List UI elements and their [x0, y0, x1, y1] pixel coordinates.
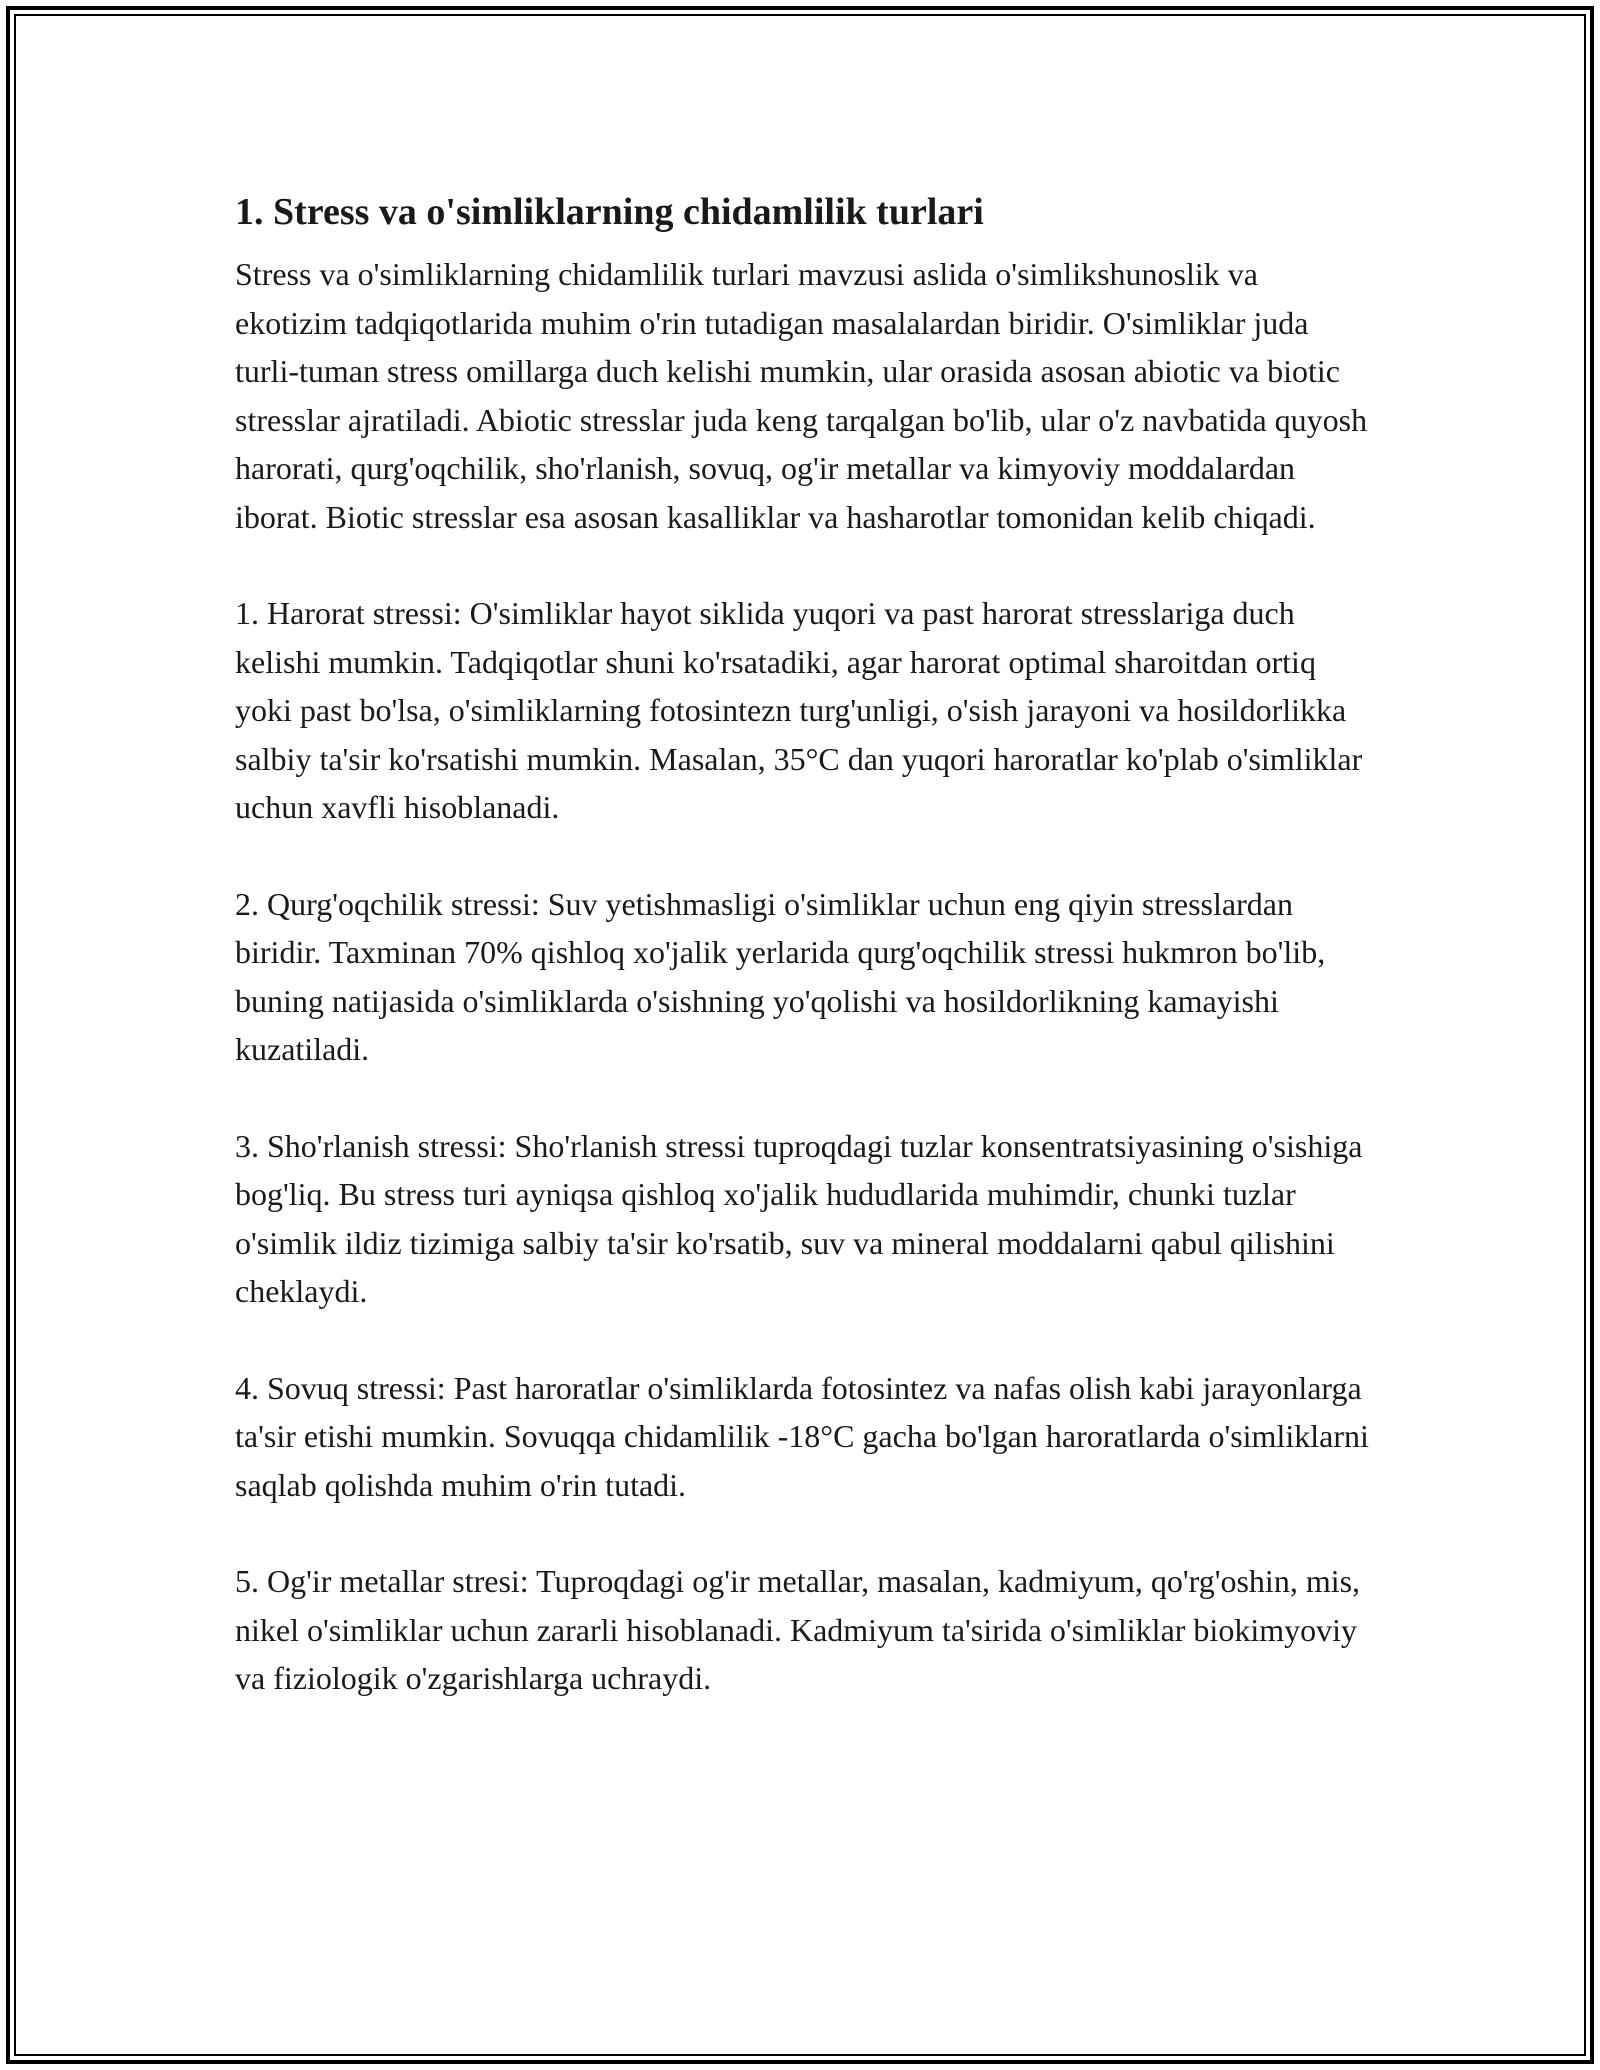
paragraph-heavy-metal-stress: 5. Og'ir metallar stresi: Tuproqdagi og'ir metallar, masalan, kadmiyum, qo'rg'oshin, mis, nikel o'simliklar uchun zararli hisoblanadi. Kadmiyum ta'sirida o'simliklar biokimyoviy va fiziologik o'zgarishlarga uchraydi. — [235, 1563, 1361, 1696]
document-title: 1. Stress va o'simliklarning chidamlilik turlari — [235, 191, 984, 233]
paragraph-cold-stress: 4. Sovuq stressi: Past haroratlar o'simliklarda fotosintez va nafas olish kabi jarayonlarga ta'sir etishi mumkin. Sovuqqa chidamlilik -18°C gacha bo'lgan haroratlarda o'simliklarni saqlab qolishda muhim o'rin tutadi. — [235, 1369, 1369, 1503]
paragraph-salinity-stress: 3. Sho'rlanish stressi: Sho'rlanish stressi tuproqdagi tuzlar konsentratsiyasining o'sishiga bog'liq. Bu stress turi ayniqsa qishloq xo'jalik hududlarida muhimdir, chunki tuzlar o'simlik ildiz tizimiga salbiy ta'sir ko'rsatib, suv va mineral moddalarni qabul qilishini cheklaydi. — [235, 1127, 1363, 1309]
document-body — [235, 186, 1370, 1751]
paragraph-temperature-stress: 1. Harorat stressi: O'simliklar hayot siklida yuqori va past harorat stresslariga duch kelishi mumkin. Tadqiqotlar shuni ko'rsatadiki, agar harorat optimal sharoitdan ortiq yoki past bo'lsa, o'simliklarning fotosintezn turg'unligi, o'sish jarayoni va hosildorlikka salbiy ta'sir ko'rsatishi mumkin. Masalan, 35°C dan yuqori haroratlar ko'plab o'simliklar uchun xavfli hisoblanadi. — [235, 595, 1363, 825]
paragraph-drought-stress: 2. Qurg'oqchilik stressi: Suv yetishmasligi o'simliklar uchun eng qiyin stresslardan biridir. Taxminan 70% qishloq xo'jalik yerlarida qurg'oqchilik stressi hukmron bo'lib, buning natijasida o'simliklarda o'sishning yo'qolishi va hosildorlikning kamayishi kuzatiladi. — [235, 885, 1326, 1067]
paragraph-intro: Stress va o'simliklarning chidamlilik turlari mavzusi aslida o'simlikshunoslik va ekotizim tadqiqotlarida muhim o'rin tutadigan masalalardan biridir. O'simliklar juda turli-tuman stress omillarga duch kelishi mumkin, ular orasida asosan abiotic va biotic stresslar ajratiladi. Abiotic stresslar juda keng tarqalgan bo'lib, ular o'z navbatida quyosh harorati, qurg'oqchilik, sho'rlanish, sovuq, og'ir metallar va kimyoviy moddalardan iborat. Biotic stresslar esa asosan kasalliklar va hasharotlar tomonidan kelib chiqadi. — [235, 256, 1368, 535]
